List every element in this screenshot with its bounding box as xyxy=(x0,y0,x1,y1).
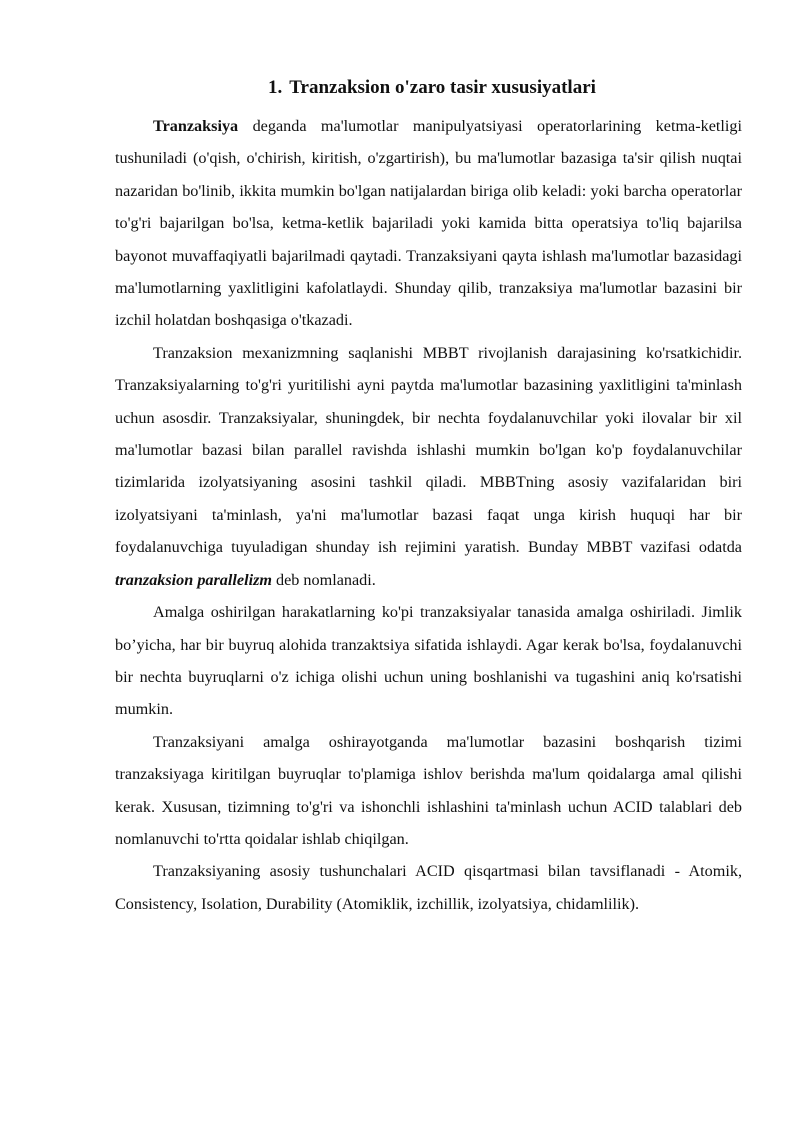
paragraph-3-text: Amalga oshirilgan harakatlarning ko'pi tranzaksiyalar tanasida amalga oshiriladi. Jimlik bo’yicha, har bir buyruq alohida tranzaktsiya sifatida ishlaydi. Agar kerak bo'lsa, foydalanuvchi bir nechta buyruqlarni o'z ichiga olishi uchun uning boshlanishi va tugashini aniq ko'rsatishi mumkin. xyxy=(115,603,742,719)
paragraph-5-text: Tranzaksiyaning asosiy tushunchalari ACID qisqartmasi bilan tavsiflanadi - Atomik, Consistency, Isolation, Durability (Atomiklik, izchillik, izolyatsiya, chidamlilik). xyxy=(115,862,742,913)
section-number: 1. xyxy=(268,77,283,98)
paragraph-2-text: Tranzaksion mexanizmning saqlanishi MBBT rivojlanish darajasining ko'rsatkichidir. Tranzaksiyalarning to'g'ri yuritilishi ayni paytda ma'lumotlar bazasining yaxlitligini ta'minlash uchun asosdir. Tranzaksiyalar, shuningdek, bir nechta foydalanuvchilar yoki ilovalar bir xil ma'lumotlar bazasi bilan parallel ravishda ishlashi mumkin bo'lgan ko'p foydalanuvchilar tizimlarida izolyatsiyaning asosini tashkil qiladi. MBBTning asosiy vazifalaridan biri izolyatsiyani ta'minlash, ya'ni ma'lumotlar bazasi faqat unga kirish huquqi har bir foydalanuvchiga tuyuladigan shunday ish rejimini yaratish. Bunday MBBT vazifasi odatda xyxy=(115,343,742,557)
term-tranzaksiya: Tranzaksiya xyxy=(153,117,239,135)
body-text xyxy=(115,110,742,920)
paragraph-1 xyxy=(115,110,742,337)
paragraph-2-tail: deb nomlanadi. xyxy=(271,570,376,589)
section-title: Tranzaksion o'zaro tasir xususiyatlari xyxy=(289,77,596,98)
paragraph-5 xyxy=(115,855,742,920)
paragraph-2 xyxy=(115,337,742,596)
section-heading xyxy=(0,74,800,102)
paragraph-4 xyxy=(115,726,742,856)
term-tranzaksion-parallelizm: tranzaksion parallelizm xyxy=(115,570,272,589)
paragraph-1-text: deganda ma'lumotlar manipulyatsiyasi operatorlarining ketma-ketligi tushuniladi (o'qish, o'chirish, kiritish, o'zgartirish), bu ma'lumotlar bazasiga ta'sir qilish nuqtai nazaridan bo'linib, ikkita mumkin bo'lgan natijalardan biriga olib keladi: yoki barcha operatorlar to'g'ri bajarilgan bo'lsa, ketma-ketlik bajariladi yoki kamida bitta operatsiya to'liq bajarilsa bayonot muvaffaqiyatli bajarilmadi qaytadi. Tranzaksiyani qayta ishlash ma'lumotlar bazasidagi ma'lumotlarning yaxlitligini kafolatlaydi. Shunday qilib, tranzaksiya ma'lumotlar bazasini bir izchil holatdan boshqasiga o'tkazadi. xyxy=(115,117,742,330)
paragraph-4-text: Tranzaksiyani amalga oshirayotganda ma'lumotlar bazasini boshqarish tizimi tranzaksiyaga kiritilgan buyruqlar to'plamiga ishlov berishda ma'lum qoidalarga amal qilishi kerak. Xususan, tizimning to'g'ri va ishonchli ishlashini ta'minlash uchun ACID talablari deb nomlanuvchi to'rtta qoidalar ishlab chiqilgan. xyxy=(115,732,742,848)
paragraph-3 xyxy=(115,596,742,726)
